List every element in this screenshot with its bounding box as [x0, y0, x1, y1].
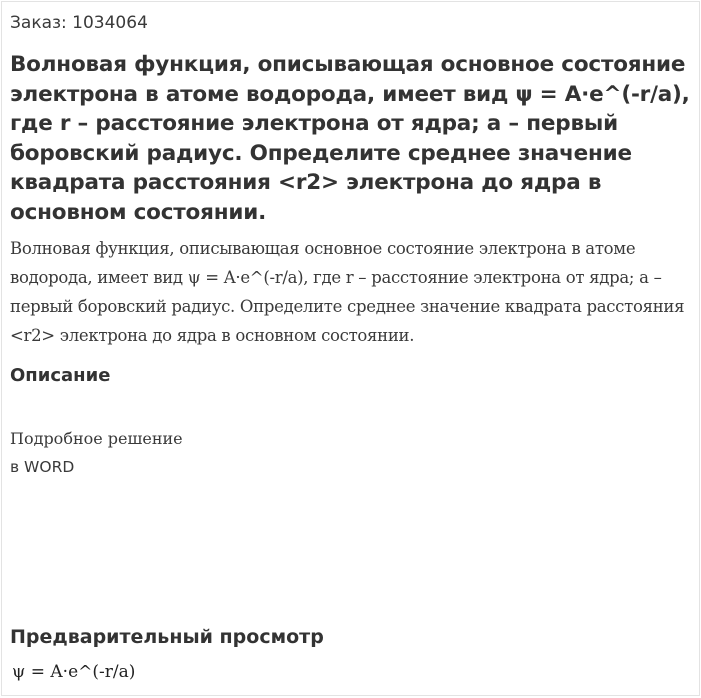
order-number: Заказ: 1034064 — [10, 13, 148, 33]
description-heading: Описание — [10, 365, 111, 386]
page-title: Волновая функция, описывающая основное состояние электрона в атоме водорода, имеет вид ψ = A·e^(-r/a), где r – расстояние электрона от ядра; a – первый боровский радиус. Определите среднее значение квадрата расстояния <r2> электрона до ядра в основном состоянии. — [10, 52, 690, 225]
problem-text: Волновая функция, описывающая основное состояние электрона в атоме водорода, имеет вид ψ = A·e^(-r/a), где r – расстояние электрона от ядра; a – первый боровский радиус. Определите среднее значение квадрата расстояния <r2> электрона до ядра в основном состоянии. — [10, 239, 685, 345]
description-line-solution: Подробное решение — [10, 429, 183, 448]
page-container — [1, 1, 700, 696]
preview-formula: ψ = A·e^(-r/a) — [12, 662, 136, 682]
preview-heading: Предварительный просмотр — [10, 626, 324, 648]
description-line-format: в WORD — [10, 458, 75, 476]
